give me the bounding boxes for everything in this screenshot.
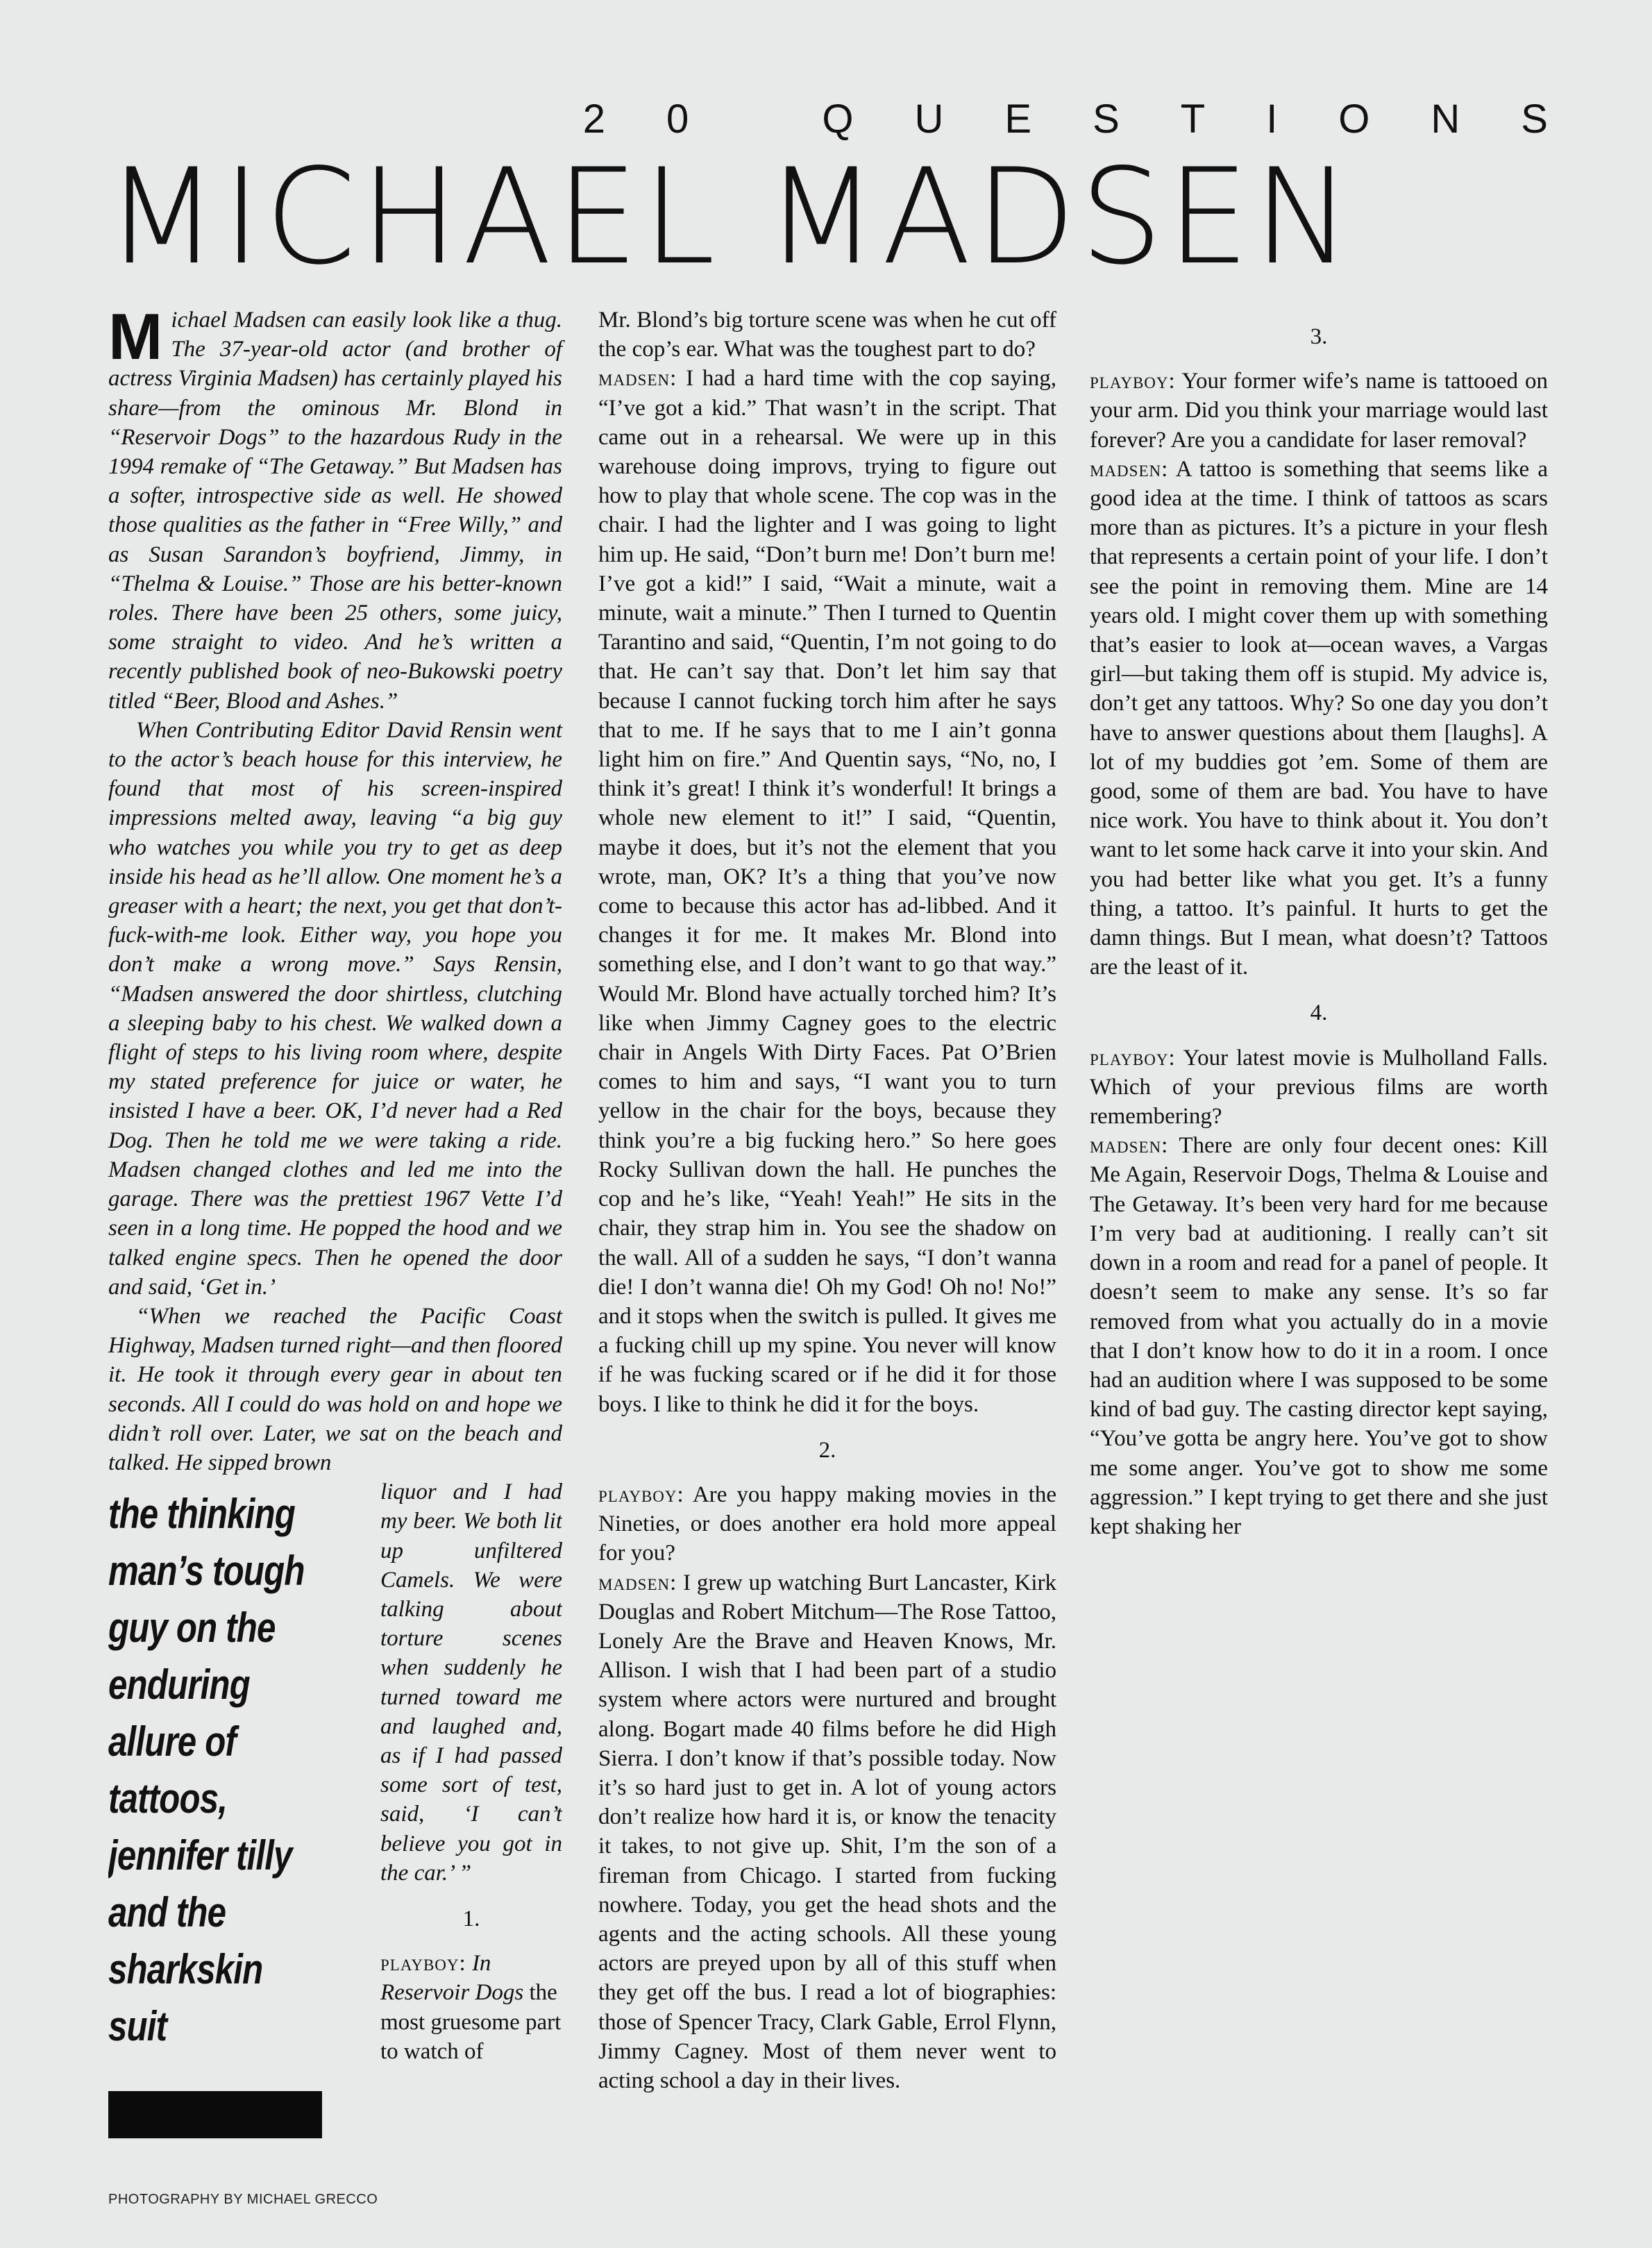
column-3 (1090, 305, 1548, 1541)
intro-column (108, 300, 562, 2066)
question-3: playboy: Your former wife’s name is tattooed on your arm. Did you think your marriage would last forever? Are you a candidate for laser removal? (1090, 369, 1548, 453)
question-2: playboy: Are you happy making movies in the Nineties, or does another era hold more appeal for you? (598, 1482, 1056, 1566)
question-1-start: playboy: In Reservoir Dogs the most gruesome part to watch of (380, 1951, 562, 2064)
question-4: playboy: Your latest movie is Mulholland Falls. Which of your previous films are worth remembering? (1090, 1045, 1549, 1130)
answer-3: madsen: A tattoo is something that seems like a good idea at the time. I think of tattoos as scars more than as pictures. It’s a picture in your flesh that represents a certain point of your life. I don’t see the point in removing them. Mine are 14 years old. I might cover them up with something that’s easier to look at—ocean waves, a Vargas girl—but taking them off is stupid. My advice is, don’t get any tattoos. Why? So one day you don’t have to answer questions about them [laughs]. A lot of my buddies got ’em. Some of them are good, some of them are bad. You have to have nice work. You have to think about it. You don’t want to let some hack carve it into your skin. And you had better like what you get. It’s a funny thing, a tattoo. It’s painful. It hurts to get the damn things. But I mean, what doesn’t? Tattoos are the least of it. (1090, 456, 1548, 980)
intro-paragraph-1: Michael Madsen can easily look like a thug. The 37-year-old actor (and brother of actress Virginia Madsen) has certainly played his share—from the ominous Mr. Blond in “Reservoir Dogs” to the hazardous Rudy in the 1994 remake of “The Getaway.” But Madsen has a softer, introspective side as well. He showed those qualities as the father in “Free Willy,” and as Susan Sarandon’s boyfriend, Jimmy, in “Thelma & Louise.” Those are his better-known roles. There have been 25 others, some juicy, some straight to video. And he’s written a recently published book of neo-Bukowski poetry titled “Beer, Blood and Ashes.” (108, 300, 562, 714)
intro-paragraph-3: “When we reached the Pacific Coast Highway, Madsen turned right—and then floored it. He took it through every gear in about ten seconds. All I could do was hold on and hope we didn’t roll over. Later, we sat on the beach and talked. He sipped brown (108, 1303, 562, 1475)
intro-paragraph-3-cont: liquor and I had my beer. We both lit up unfiltered Camels. We were talking about torture scenes when suddenly he turned toward me and laughed and, as if I had passed some sort of test, said, ‘I can’t believe you got in the car.’ ” (380, 1479, 562, 1886)
section-kicker: 20 QUESTIONS (582, 97, 1609, 142)
answer-2: madsen: I grew up watching Burt Lancaster, Kirk Douglas and Robert Mitchum—The Rose Tattoo, Lonely Are the Brave and Heaven Knows, Mr. Allison. I wish that I had been part of a studio system where actors were nurtured and brought along. Bogart made 40 films before he did High Sierra. I don’t know if that’s possible today. Now it’s so hard just to get in. A lot of young actors don’t realize how hard it is, or know the tenacity it takes, to not give up. Shit, I’m the son of a fireman from Chicago. I started from fucking nowhere. Today, you get the head shots and the agents and the acting schools. All these young actors are preyed upon by all of this stuff when they get off the bus. I read a lot of biographies: those of Spencer Tracy, Clark Gable, Errol Flynn, Jimmy Cagney. Most of them never went to acting school a day in their lives. (598, 1570, 1056, 2093)
question-number-2: 2. (818, 1437, 836, 1463)
page-title: MICHAEL MADSEN (106, 140, 1356, 294)
answer-1: madsen: I had a hard time with the cop saying, “I’ve got a kid.” That wasn’t in the script. That came out in a rehearsal. We were up in this warehouse doing improvs, trying to figure out how to play that whole scene. The cop was in the chair. I had the lighter and I was going to light him up. He said, “Don’t burn me! Don’t burn me! I’ve got a kid!” I said, “Wait a minute, wait a minute, wait a minute.” Then I turned to Quentin Tarantino and said, “Quentin, I’m not going to do that. He can’t say that. Don’t let him say that because I cannot fucking torch him after he says that to me. If he says that to me I ain’t gonna light him on fire.” And Quentin says, “No, no, I think it’s great! I think it’s wonderful! It brings a whole new element to it!” I said, “Quentin, maybe it does, but it’s not the element that you wrote, man, OK? It’s a thing that you’ve now come to because this actor has ad-libbed. And it changes it for me. It makes Mr. Blond into something else, and I don’t want to go that way.” Would Mr. Blond have actually torched him? It’s like when Jimmy Cagney goes to the electric chair in Angels With Dirty Faces. Pat O’Brien comes to him and says, “I want you to turn yellow in the chair for the boys, because they think you’re a big fucking hero.” So here goes Rocky Sullivan down the hall. He punches the cop and he’s like, “Yeah! Yeah!” He sits in the chair, they strap him in. You see the shadow on the wall. All of a sudden he says, “I don’t wanna die! I don’t wanna die! Oh my God! Oh no! No!” and it stops when the switch is pulled. It gives me a fucking chill up my spine. You never will know if he was fucking scared or if he did it for those boys. I like to think he did it for the boys. (598, 366, 1056, 1417)
drop-cap: M (108, 300, 163, 373)
intro-paragraph-2: When Contributing Editor David Rensin went to the actor’s beach house for this interview, he found that most of his screen-inspired impressions melted away, leaving “a big guy who watches you while you try to get as deep inside his head as he’ll allow. One moment he’s a greaser with a heart; the next, you get that don’t-fuck-with-me look. Either way, you hope you don’t make a wrong move.” Says Rensin, “Madsen answered the door shirtless, clutching a sleeping baby to his chest. We walked down a flight of steps to his living room where, despite my stated preference for juice or water, he insisted I have a beer. OK, I’d never had a Red Dog. Then he told me we were taking a ride. Madsen changed clothes and led me into the garage. There was the prettiest 1967 Vette I’d seen in a long time. He popped the hood and we talked engine specs. Then he opened the door and said, ‘Get in.’ (108, 717, 562, 1300)
question-number-1: 1. (462, 1906, 480, 1931)
pullquote-block (108, 1477, 562, 2066)
question-1-cont: Mr. Blond’s big torture scene was when he cut off the cop’s ear. What was the toughest part to do? (598, 308, 1056, 362)
pull-quote: the thinking man’s tough guy on the enduring allure of tattoos, jennifer tilly and the sharkskin suit (108, 1491, 305, 2050)
answer-4: madsen: There are only four decent ones: Kill Me Again, Reservoir Dogs, Thelma & Louise and The Getaway. It’s been very hard for me because I’m very bad at auditioning. I really can’t sit down in a room and read for a panel of people. It doesn’t seem to make any sense. It’s so far removed from what you actually do in a movie that I don’t know how to do it in a room. I once had an audition where I was supposed to be some kind of bad guy. The casting director kept saying, “You’ve gotta be angry here. You’ve got to show me some anger. You’ve got to show me some aggression.” I kept trying to get there and she just kept shaking her (1090, 1133, 1548, 1539)
question-number-3: 3. (1310, 324, 1328, 349)
question-number-4: 4. (1310, 1000, 1328, 1026)
column-2 (598, 305, 1056, 2095)
photo-credit: PHOTOGRAPHY BY MICHAEL GRECCO (108, 2192, 378, 2207)
decorative-bar (108, 2091, 322, 2138)
